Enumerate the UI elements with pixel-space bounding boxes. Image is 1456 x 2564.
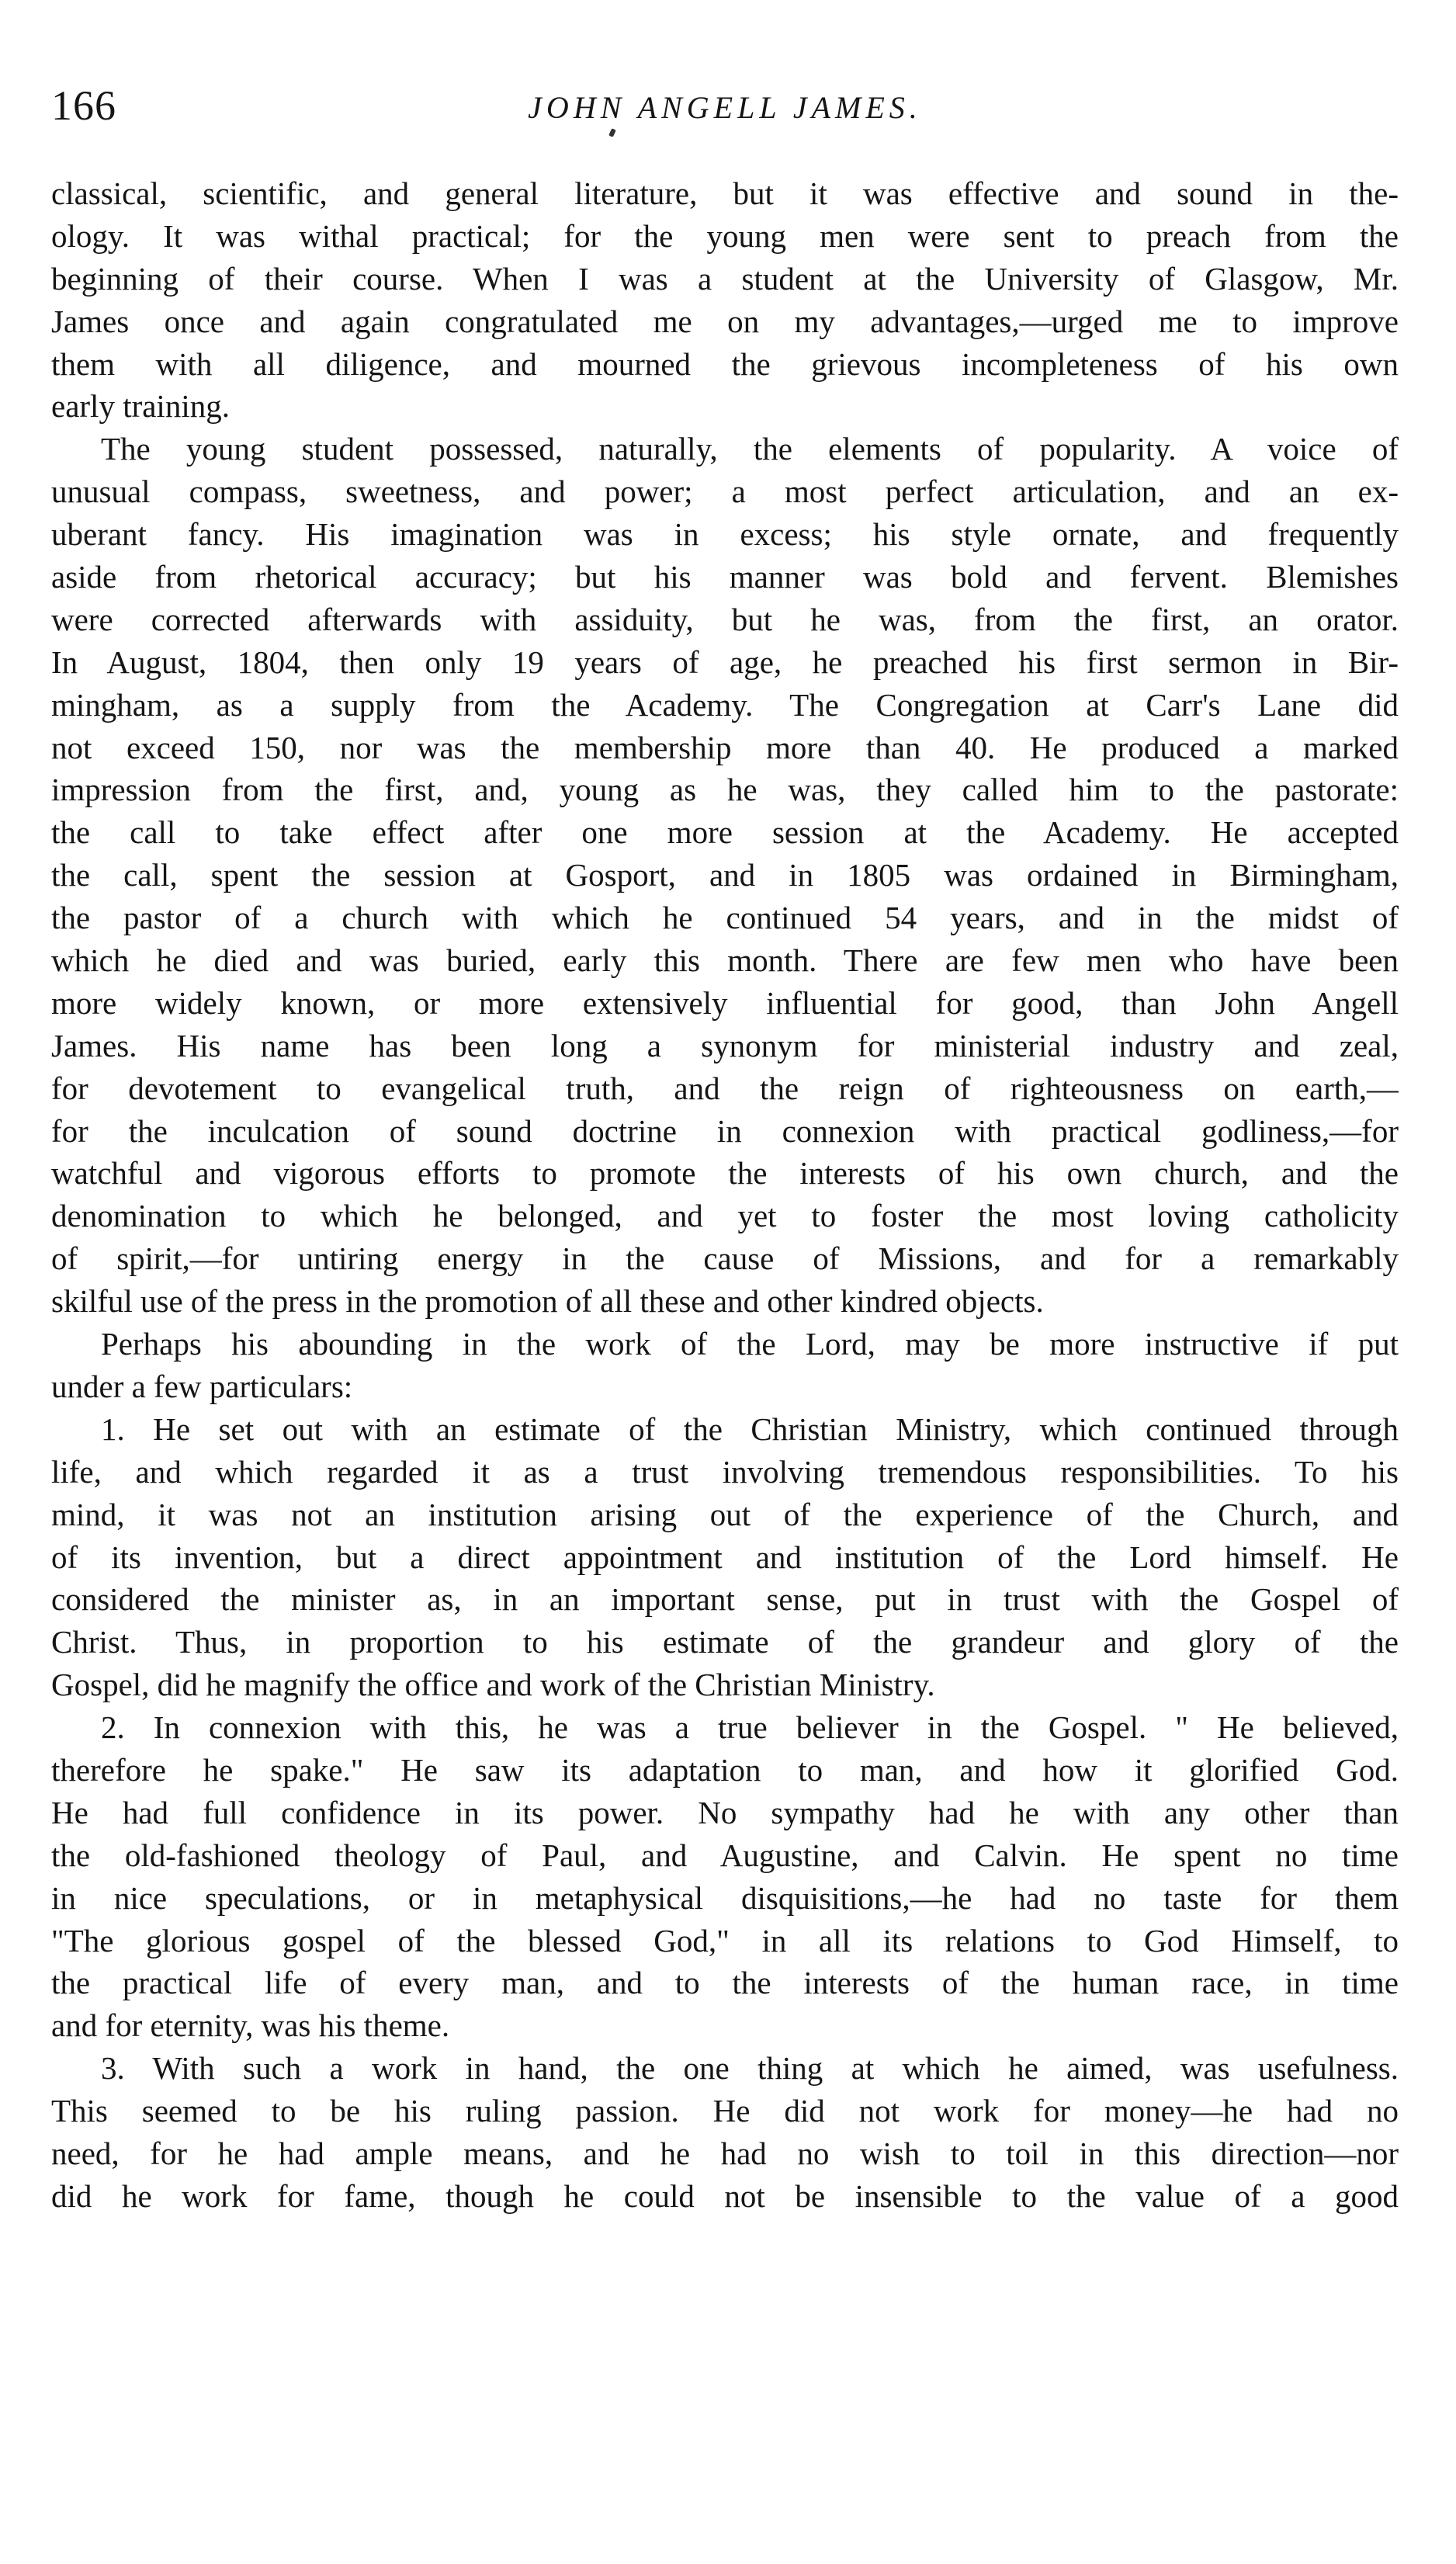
text-line: 2. In connexion with this, he was a true believer in the Gospel. " He believed,: [101, 1709, 1399, 1746]
text-line: considered the minister as, in an important sense, put in trust with the Gospel of: [51, 1581, 1399, 1618]
text-line: The young student possessed, naturally, the elements of popularity. A voice of: [101, 431, 1399, 467]
text-line: Gospel, did he magnify the office and work of the Christian Ministry.: [51, 1667, 935, 1703]
text-line: more widely known, or more extensively influential for good, than John Angell: [51, 984, 1399, 1021]
text-line: the practical life of every man, and to the interests of the human race, in time: [51, 1965, 1399, 2001]
text-line: which he died and was buried, early this month. There are few men who have been: [51, 942, 1399, 979]
body-text: [51, 172, 1399, 2218]
text-line: 3. With such a work in hand, the one thing at which he aimed, was usefulness.: [101, 2050, 1399, 2087]
text-line: 1. He set out with an estimate of the Christian Ministry, which continued through: [101, 1410, 1399, 1447]
text-line: beginning of their course. When I was a student at the University of Glasgow, Mr.: [51, 260, 1399, 297]
text-line: mind, it was not an institution arising out of the experience of the Church, and: [51, 1496, 1399, 1532]
text-line: unusual compass, sweetness, and power; a most perfect articulation, and an ex-: [51, 474, 1399, 510]
text-line: life, and which regarded it as a trust involving tremendous responsibilities. To his: [51, 1453, 1399, 1490]
text-line: Christ. Thus, in proportion to his estimate of the grandeur and glory of the: [51, 1624, 1399, 1660]
text-line: This seemed to be his ruling passion. He did not work for money—he had no: [51, 2093, 1399, 2129]
text-line: early training.: [51, 388, 230, 425]
text-line: for the inculcation of sound doctrine in connexion with practical godliness,—for: [51, 1112, 1399, 1149]
text-line: were corrected afterwards with assiduity, but he was, from the first, an orator.: [51, 601, 1399, 637]
text-line: need, for he had ample means, and he had no wish to toil in this direction—nor: [51, 2135, 1399, 2171]
text-line: ology. It was withal practical; for the young men were sent to preach from the: [51, 217, 1399, 254]
text-line: impression from the first, and, young as he was, they called him to the pastorate:: [51, 772, 1399, 808]
text-line: for devotement to evangelical truth, and the reign of righteousness on earth,—: [51, 1070, 1399, 1106]
text-line: In August, 1804, then only 19 years of age, he preached his first sermon in Bir-: [51, 644, 1399, 680]
text-line: skilful use of the press in the promotion of all these and other kindred objects.: [51, 1283, 1044, 1320]
running-title: JOHN ANGELL JAMES.: [528, 90, 922, 125]
text-line: classical, scientific, and general literature, but it was effective and sound in the-: [51, 175, 1399, 211]
running-head: [51, 75, 1399, 137]
text-line: uberant fancy. His imagination was in excess; his style ornate, and frequently: [51, 516, 1399, 553]
text-line: the old-fashioned theology of Paul, and Augustine, and Calvin. He spent no time: [51, 1837, 1399, 1873]
text-line: James. His name has been long a synonym for ministerial industry and zeal,: [51, 1027, 1399, 1063]
text-line: aside from rhetorical accuracy; but his manner was bold and fervent. Blemishes: [51, 559, 1399, 595]
text-line: Perhaps his abounding in the work of the Lord, may be more instructive if put: [101, 1326, 1399, 1362]
text-line: in nice speculations, or in metaphysical disquisitions,—he had no taste for them: [51, 1879, 1399, 1916]
text-line: and for eternity, was his theme.: [51, 2007, 450, 2044]
text-line: of spirit,—for untiring energy in the cause of Missions, and for a remarkably: [51, 1240, 1399, 1277]
text-line: "The glorious gospel of the blessed God," in all its relations to God Himself, to: [51, 1922, 1399, 1959]
text-line: the pastor of a church with which he continued 54 years, and in the midst of: [51, 900, 1399, 936]
text-line: the call to take effect after one more session at the Academy. He accepted: [51, 814, 1399, 851]
text-line: of its invention, but a direct appointment and institution of the Lord himself. He: [51, 1539, 1399, 1575]
text-line: mingham, as a supply from the Academy. The Congregation at Carr's Lane did: [51, 686, 1399, 723]
text-line: the call, spent the session at Gosport, and in 1805 was ordained in Birmingham,: [51, 857, 1399, 893]
text-line: denomination to which he belonged, and yet to foster the most loving catholicity: [51, 1198, 1399, 1234]
text-line: not exceed 150, nor was the membership more than 40. He produced a marked: [51, 729, 1399, 765]
text-line: them with all diligence, and mourned the grievous incompleteness of his own: [51, 345, 1399, 382]
text-line: did he work for fame, though he could not be insensible to the value of a good: [51, 2177, 1399, 2214]
page-number: 166: [51, 82, 116, 129]
text-line: He had full confidence in its power. No sympathy had he with any other than: [51, 1794, 1399, 1830]
text-line: James once and again congratulated me on my advantages,—urged me to improve: [51, 303, 1399, 339]
text-line: under a few particulars:: [51, 1368, 353, 1404]
text-line: watchful and vigorous efforts to promote the interests of his own church, and the: [51, 1155, 1399, 1192]
text-line: therefore he spake." He saw its adaptation to man, and how it glorified God.: [51, 1751, 1399, 1788]
